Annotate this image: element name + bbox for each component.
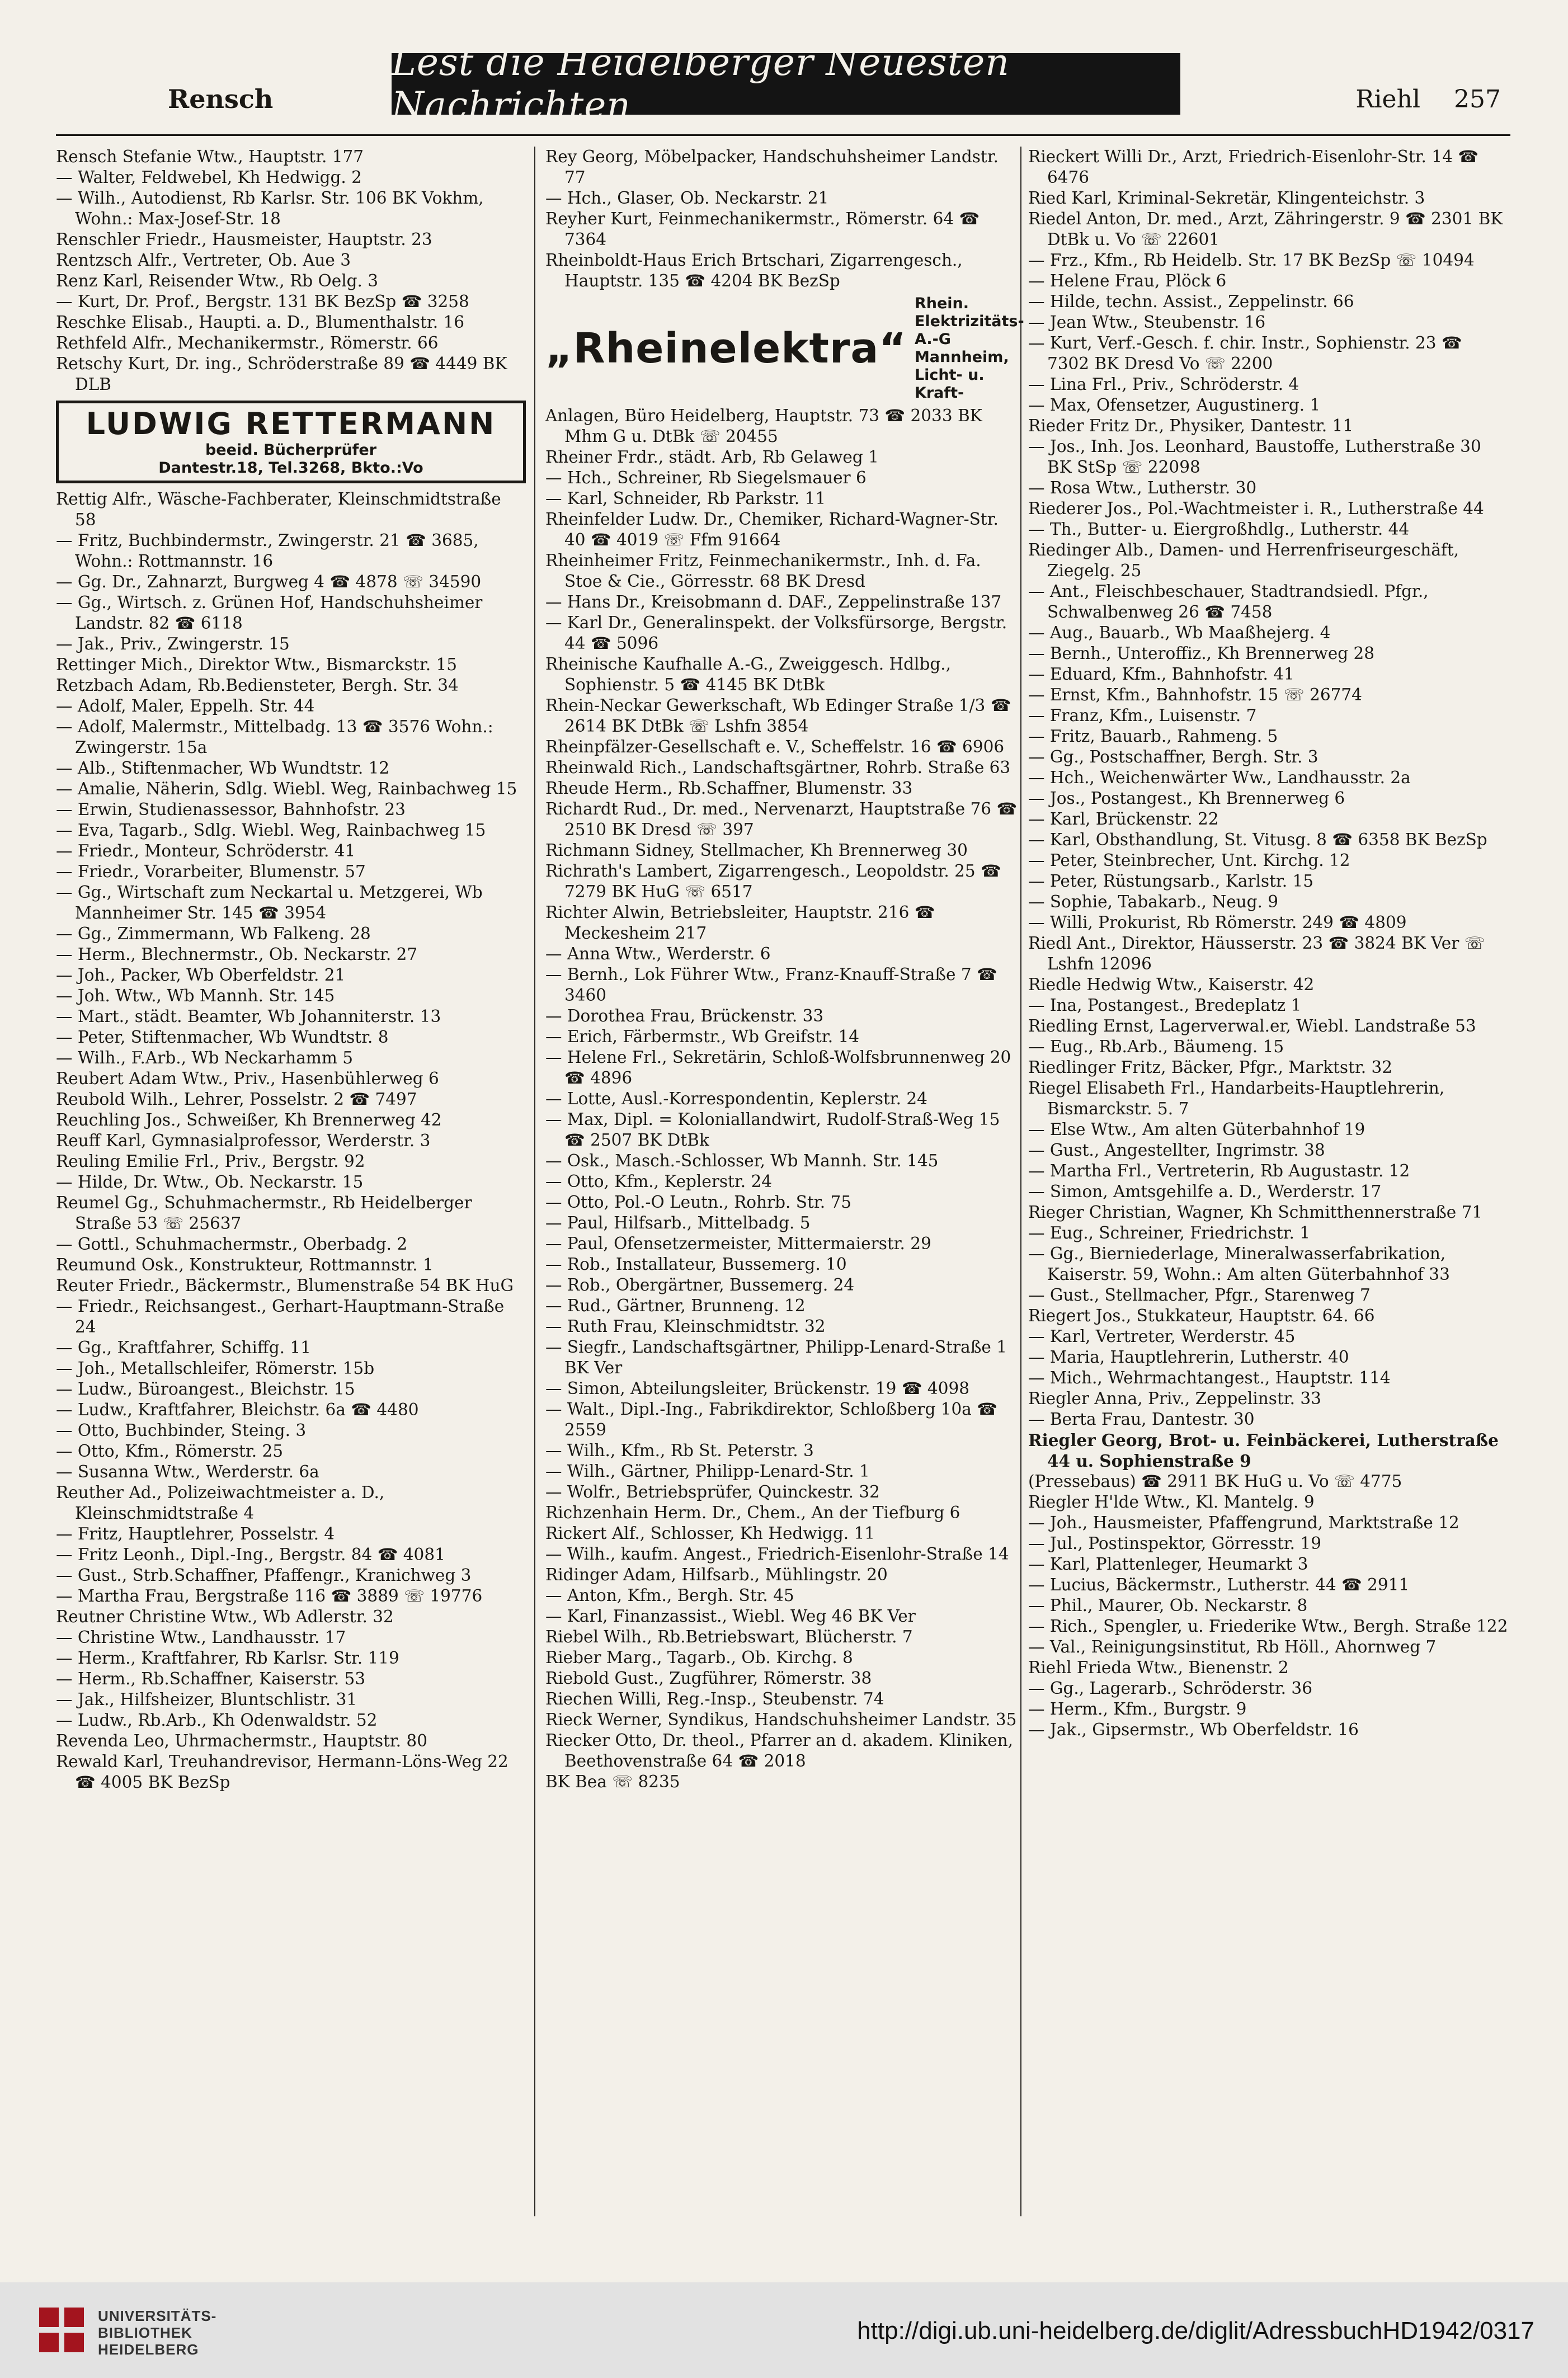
directory-entry: — Rud., Gärtner, Brunneng. 12 xyxy=(545,1296,806,1315)
directory-entry: Rensch Stefanie Wtw., Hauptstr. 177 xyxy=(56,147,364,166)
directory-entry: — Maria, Hauptlehrerin, Lutherstr. 40 xyxy=(1028,1348,1349,1367)
directory-entry: — Max, Ofensetzer, Augustinerg. 1 xyxy=(1028,395,1321,415)
directory-entry: — Lina Frl., Priv., Schröderstr. 4 xyxy=(1028,375,1299,394)
directory-entry: — Rob., Installateur, Bussemerg. 10 xyxy=(545,1255,847,1274)
directory-entry: — Max, Dipl. = Koloniallandwirt, Rudolf-Straß-Weg 15 ☎ 2507 BK DtBk xyxy=(545,1110,1000,1150)
library-name xyxy=(98,2308,216,2358)
directory-entry: — Herm., Kraftfahrer, Rb Karlsr. Str. 119 xyxy=(56,1649,399,1668)
directory-entry: — Gottl., Schuhmachermstr., Oberbadg. 2 xyxy=(56,1235,408,1254)
directory-entry: Reuter Friedr., Bäckermstr., Blumenstraße 54 BK HuG xyxy=(56,1276,514,1295)
directory-entry: Rhein-Neckar Gewerkschaft, Wb Edinger Straße 1/3 ☎ 2614 BK DtBk ☏ Lshfn 3854 xyxy=(545,696,1011,736)
column-2-entries xyxy=(545,406,1018,1792)
directory-entry: — Otto, Buchbinder, Steing. 3 xyxy=(56,1421,307,1440)
ad-text: Rhein. Elektrizitäts- A.-G Mannheim, Licht- u. Kraft- xyxy=(914,295,1024,402)
directory-entry: Riedlinger Fritz, Bäcker, Pfgr., Marktstr. 32 xyxy=(1028,1058,1392,1077)
column-divider xyxy=(1020,147,1021,2216)
directory-entry: — Friedr., Reichsangest., Gerhart-Hauptmann-Straße 24 xyxy=(56,1297,505,1336)
directory-entry: Reubold Wilh., Lehrer, Posselstr. 2 ☎ 7497 xyxy=(56,1090,417,1109)
directory-entry: — Jul., Postinspektor, Görresstr. 19 xyxy=(1028,1534,1321,1553)
footer-bar xyxy=(0,2282,1568,2378)
library-name-line: BIBLIOTHEK xyxy=(98,2324,192,2341)
directory-entry: — Otto, Kfm., Römerstr. 25 xyxy=(56,1442,283,1461)
directory-entry: — Karl, Schneider, Rb Parkstr. 11 xyxy=(545,489,826,508)
directory-entry: Richzenhain Herm. Dr., Chem., An der Tiefburg 6 xyxy=(545,1503,960,1522)
directory-entry: Rettig Alfr., Wäsche-Fachberater, Kleinschmidtstraße 58 xyxy=(56,489,501,529)
directory-entry: — Frz., Kfm., Rb Heidelb. Str. 17 BK BezSp ☏ 10494 xyxy=(1028,251,1475,270)
directory-entry: — Ruth Frau, Kleinschmidtstr. 32 xyxy=(545,1317,826,1336)
directory-entry: — Gust., Strb.Schaffner, Pfaffengr., Kranichweg 3 xyxy=(56,1566,472,1585)
directory-entry: Retschy Kurt, Dr. ing., Schröderstraße 89 ☎ 4449 BK DLB xyxy=(56,354,507,394)
directory-entry: — Dorothea Frau, Brückenstr. 33 xyxy=(545,1006,824,1025)
directory-entry: — Rich., Spengler, u. Friederike Wtw., Bergh. Straße 122 xyxy=(1028,1617,1508,1636)
directory-entry: — Wilh., Kfm., Rb St. Peterstr. 3 xyxy=(545,1441,814,1460)
directory-entry: — Christine Wtw., Landhausstr. 17 xyxy=(56,1628,346,1647)
directory-entry: — Friedr., Vorarbeiter, Blumenstr. 57 xyxy=(56,862,366,881)
directory-entry: — Jak., Gipsermstr., Wb Oberfeldstr. 16 xyxy=(1028,1720,1359,1739)
directory-entry: — Val., Reinigungsinstitut, Rb Höll., Ahornweg 7 xyxy=(1028,1637,1437,1656)
directory-entry: — Herm., Kfm., Burgstr. 9 xyxy=(1028,1699,1247,1718)
directory-entry: Riebold Gust., Zugführer, Römerstr. 38 xyxy=(545,1669,872,1688)
directory-entry: Reuther Ad., Polizeiwachtmeister a. D., Kleinschmidtstraße 4 xyxy=(56,1483,385,1523)
directory-entry: Reumund Osk., Konstrukteur, Rottmannstr. 1 xyxy=(56,1255,434,1274)
directory-entry: — Peter, Steinbrecher, Unt. Kirchg. 12 xyxy=(1028,851,1350,870)
column-3-entries-end xyxy=(1028,1471,1509,1740)
directory-entry: — Karl Dr., Generalinspekt. der Volksfürsorge, Bergstr. 44 ☎ 5096 xyxy=(545,613,1007,653)
directory-entry: — Amalie, Näherin, Sdlg. Wiebl. Weg, Rainbachweg 15 xyxy=(56,779,517,798)
directory-entry: Rieber Marg., Tagarb., Ob. Kirchg. 8 xyxy=(545,1648,853,1667)
directory-entry: — Hch., Weichenwärter Ww., Landhausstr. 2a xyxy=(1028,768,1411,787)
directory-entry: Riedling Ernst, Lagerverwal.er, Wiebl. Landstraße 53 xyxy=(1028,1016,1476,1035)
directory-entry: — Wilh., F.Arb., Wb Neckarhamm 5 xyxy=(56,1048,353,1067)
ad-name: „Rheinelektra“ xyxy=(545,324,907,373)
directory-entry: Richrath's Lambert, Zigarrengesch., Leopoldstr. 25 ☎ 7279 BK HuG ☏ 6517 xyxy=(545,861,1001,901)
directory-entry: — Fritz Leonh., Dipl.-Ing., Bergstr. 84 ☎ 4081 xyxy=(56,1545,445,1564)
directory-entry: — Susanna Wtw., Werderstr. 6a xyxy=(56,1462,319,1481)
directory-entry: — Wilh., kaufm. Angest., Friedrich-Eisenlohr-Straße 14 xyxy=(545,1544,1009,1564)
directory-entry: — Eug., Schreiner, Friedrichstr. 1 xyxy=(1028,1223,1311,1242)
directory-entry: Riegert Jos., Stukkateur, Hauptstr. 64. 66 xyxy=(1028,1306,1375,1325)
directory-entry: — Joh. Wtw., Wb Mannh. Str. 145 xyxy=(56,986,335,1005)
directory-entry: — Ant., Fleischbeschauer, Stadtrandsiedl. Pfgr., Schwalbenweg 26 ☎ 7458 xyxy=(1028,582,1429,621)
directory-entry: — Karl, Plattenleger, Heumarkt 3 xyxy=(1028,1555,1308,1574)
directory-entry: Reuff Karl, Gymnasialprofessor, Werderstr. 3 xyxy=(56,1131,431,1150)
directory-entry: — Karl, Obsthandlung, St. Vitusg. 8 ☎ 6358 BK BezSp xyxy=(1028,830,1487,849)
directory-entry: — Friedr., Monteur, Schröderstr. 41 xyxy=(56,841,356,860)
directory-entry: — Rosa Wtw., Lutherstr. 30 xyxy=(1028,478,1257,497)
directory-entry: — Gg., Postschaffner, Bergh. Str. 3 xyxy=(1028,747,1319,766)
directory-entry: — Eduard, Kfm., Bahnhofstr. 41 xyxy=(1028,665,1294,684)
directory-entry: — Peter, Stiftenmacher, Wb Wundtstr. 8 xyxy=(56,1028,389,1047)
directory-entry: — Wilh., Autodienst, Rb Karlsr. Str. 106 BK Vokhm, Wohn.: Max-Josef-Str. 18 xyxy=(56,189,484,228)
library-name-line: UNIVERSITÄTS- xyxy=(98,2308,217,2324)
directory-entry: — Eva, Tagarb., Sdlg. Wiebl. Weg, Rainbachweg 15 xyxy=(56,821,486,840)
directory-entry: — Jos., Inh. Jos. Leonhard, Baustoffe, Lutherstraße 30 BK StSp ☏ 22098 xyxy=(1028,437,1481,477)
directory-entry: — Hilde, techn. Assist., Zeppelinstr. 66 xyxy=(1028,292,1354,311)
directory-entry: — Wolfr., Betriebsprüfer, Quinckestr. 32 xyxy=(545,1482,880,1501)
directory-entry: Rieder Fritz Dr., Physiker, Dantestr. 11 xyxy=(1028,416,1354,435)
directory-entry: Rickert Alf., Schlosser, Kh Hedwigg. 11 xyxy=(545,1524,875,1543)
directory-entry: — Peter, Rüstungsarb., Karlstr. 15 xyxy=(1028,872,1314,891)
directory-entry: Richmann Sidney, Stellmacher, Kh Brennerweg 30 xyxy=(545,841,968,860)
source-url-link[interactable]: http://digi.ub.uni-heidelberg.de/diglit/AdressbuchHD1942/0317 xyxy=(857,2317,1534,2344)
directory-entry: — Jak., Priv., Zwingerstr. 15 xyxy=(56,634,290,653)
directory-entry: Riechen Willi, Reg.-Insp., Steubenstr. 74 xyxy=(545,1689,884,1708)
directory-entry: — Joh., Packer, Wb Oberfeldstr. 21 xyxy=(56,966,346,985)
directory-entry: — Adolf, Maler, Eppelh. Str. 44 xyxy=(56,696,315,715)
directory-entry: Rewald Karl, Treuhandrevisor, Hermann-Löns-Weg 22 ☎ 4005 BK BezSp xyxy=(56,1752,508,1792)
directory-entry: — Hilde, Dr. Wtw., Ob. Neckarstr. 15 xyxy=(56,1172,364,1192)
directory-entry: Rheude Herm., Rb.Schaffner, Blumenstr. 33 xyxy=(545,779,913,798)
directory-entry: Reumel Gg., Schuhmachermstr., Rb Heidelberger Straße 53 ☏ 25637 xyxy=(56,1193,472,1233)
directory-entry: — Ludw., Kraftfahrer, Bleichstr. 6a ☎ 4480 xyxy=(56,1400,419,1419)
directory-entry: Rheinheimer Fritz, Feinmechanikermstr., Inh. d. Fa. Stoe & Cie., Görresstr. 68 BK Dresd xyxy=(545,551,981,591)
directory-entry: — Th., Butter- u. Eiergroßhdlg., Lutherstr. 44 xyxy=(1028,520,1410,539)
directory-entry: Reuchling Jos., Schweißer, Kh Brennerweg 42 xyxy=(56,1110,442,1129)
directory-entry: Riegel Elisabeth Frl., Handarbeits-Hauptlehrerin, Bismarckstr. 5. 7 xyxy=(1028,1079,1445,1118)
directory-entry: Reyher Kurt, Feinmechanikermstr., Römerstr. 64 ☎ 7364 xyxy=(545,209,980,249)
directory-entry: — Berta Frau, Dantestr. 30 xyxy=(1028,1410,1255,1429)
directory-entry: — Ernst, Kfm., Bahnhofstr. 15 ☏ 26774 xyxy=(1028,685,1362,704)
directory-entry: Ridinger Adam, Hilfsarb., Mühlingstr. 20 xyxy=(545,1565,888,1584)
directory-entry: — Paul, Hilfsarb., Mittelbadg. 5 xyxy=(545,1213,811,1232)
directory-entry: Renschler Friedr., Hausmeister, Hauptstr. 23 xyxy=(56,230,432,249)
directory-entry: Riedl Ant., Direktor, Häusserstr. 23 ☎ 3824 BK Ver ☏ Lshfn 12096 xyxy=(1028,934,1485,973)
directory-entry: — Martha Frl., Vertreterin, Rb Augustastr. 12 xyxy=(1028,1161,1410,1180)
directory-entry: — Joh., Metallschleifer, Römerstr. 15b xyxy=(56,1359,375,1378)
directory-entry: — Kurt, Verf.-Gesch. f. chir. Instr., Sophienstr. 23 ☎ 7302 BK Dresd Vo ☏ 2200 xyxy=(1028,333,1462,373)
directory-entry: Rheinpfälzer-Gesellschaft e. V., Scheffelstr. 16 ☎ 6906 xyxy=(545,737,1005,756)
directory-entry: — Herm., Blechnermstr., Ob. Neckarstr. 27 xyxy=(56,945,418,964)
directory-entry: — Simon, Abteilungsleiter, Brückenstr. 19 ☎ 4098 xyxy=(545,1379,970,1398)
directory-entry: — Ludw., Büroangest., Bleichstr. 15 xyxy=(56,1379,355,1398)
directory-entry: — Franz, Kfm., Luisenstr. 7 xyxy=(1028,706,1257,725)
bold-entry: Riegler Georg, Brot- u. Feinbäckerei, Lutherstraße 44 u. Sophienstraße 9 xyxy=(1028,1430,1499,1471)
directory-entry: Riebel Wilh., Rb.Betriebswart, Blücherstr. 7 xyxy=(545,1627,913,1646)
directory-entry: — Lucius, Bäckermstr., Lutherstr. 44 ☎ 2911 xyxy=(1028,1575,1410,1594)
header-right xyxy=(1355,85,1501,114)
directory-entry: — Gust., Stellmacher, Pfgr., Starenweg 7 xyxy=(1028,1285,1371,1305)
directory-entry: Renz Karl, Reisender Wtw., Rb Oelg. 3 xyxy=(56,271,379,290)
directory-entry: Rieckert Willi Dr., Arzt, Friedrich-Eisenlohr-Str. 14 ☎ 6476 xyxy=(1028,147,1478,187)
directory-entry: — Osk., Masch.-Schlosser, Wb Mannh. Str. 145 xyxy=(545,1151,939,1170)
directory-entry: — Eug., Rb.Arb., Bäumeng. 15 xyxy=(1028,1037,1284,1056)
directory-entry: — Ina, Postangest., Bredeplatz 1 xyxy=(1028,996,1302,1015)
directory-entry: — Alb., Stiftenmacher, Wb Wundtstr. 12 xyxy=(56,759,390,778)
directory-entry: Rettinger Mich., Direktor Wtw., Bismarckstr. 15 xyxy=(56,655,458,674)
directory-entry: — Gust., Angestellter, Ingrimstr. 38 xyxy=(1028,1141,1325,1160)
directory-entry: — Herm., Rb.Schaffner, Kaiserstr. 53 xyxy=(56,1669,365,1688)
directory-entry: — Gg. Dr., Zahnarzt, Burgweg 4 ☎ 4878 ☏ 34590 xyxy=(56,572,482,591)
directory-entry: Rheinische Kaufhalle A.-G., Zweiggesch. Hdlbg., Sophienstr. 5 ☎ 4145 BK DtBk xyxy=(545,654,952,694)
directory-entry: — Helene Frau, Plöck 6 xyxy=(1028,271,1227,290)
header-right-keyword: Riehl xyxy=(1355,85,1421,114)
directory-entry: — Jos., Postangest., Kh Brennerweg 6 xyxy=(1028,789,1345,808)
directory-entry: — Gg., Kraftfahrer, Schiffg. 11 xyxy=(56,1338,311,1357)
directory-entry: — Bernh., Unteroffiz., Kh Brennerweg 28 xyxy=(1028,644,1375,663)
directory-entry: Riedinger Alb., Damen- und Herrenfriseurgeschäft, Ziegelg. 25 xyxy=(1028,540,1459,580)
directory-entry: — Mich., Wehrmachtangest., Hauptstr. 114 xyxy=(1028,1368,1391,1387)
directory-entry: Rieck Werner, Syndikus, Handschuhsheimer Landstr. 35 xyxy=(545,1710,1017,1729)
directory-entry: — Siegfr., Landschaftsgärtner, Philipp-Lenard-Straße 1 BK Ver xyxy=(545,1338,1007,1377)
directory-entry: — Sophie, Tabakarb., Neug. 9 xyxy=(1028,892,1279,911)
rettermann-advertisement xyxy=(56,401,526,483)
directory-entry: — Walter, Feldwebel, Kh Hedwigg. 2 xyxy=(56,168,362,187)
directory-entry: — Simon, Amtsgehilfe a. D., Werderstr. 17 xyxy=(1028,1182,1382,1201)
directory-entry: — Karl, Brückenstr. 22 xyxy=(1028,809,1219,828)
directory-entry: Richardt Rud., Dr. med., Nervenarzt, Hauptstraße 76 ☎ 2510 BK Dresd ☏ 397 xyxy=(545,799,1018,839)
directory-entry: — Fritz, Hauptlehrer, Posselstr. 4 xyxy=(56,1524,335,1543)
column-3-entries xyxy=(1028,147,1509,1430)
directory-entry: — Phil., Maurer, Ob. Neckarstr. 8 xyxy=(1028,1596,1308,1615)
newspaper-banner: Lest die Heidelberger Neuesten Nachrichten xyxy=(392,53,1180,115)
directory-entry: Rieger Christian, Wagner, Kh Schmitthennerstraße 71 xyxy=(1028,1203,1483,1222)
directory-entry: — Hans Dr., Kreisobmann d. DAF., Zeppelinstraße 137 xyxy=(545,592,1002,611)
directory-entry: — Lotte, Ausl.-Korrespondentin, Keplerstr. 24 xyxy=(545,1089,927,1108)
directory-entry: — Otto, Kfm., Keplerstr. 24 xyxy=(545,1172,773,1191)
directory-entry: — Paul, Ofensetzermeister, Mittermaierstr. 29 xyxy=(545,1234,931,1253)
directory-entry: Revenda Leo, Uhrmachermstr., Hauptstr. 80 xyxy=(56,1731,427,1750)
directory-entry: Reuling Emilie Frl., Priv., Bergstr. 92 xyxy=(56,1152,365,1171)
directory-entry: Riederer Jos., Pol.-Wachtmeister i. R., Lutherstraße 44 xyxy=(1028,499,1484,518)
directory-entry: Retzbach Adam, Rb.Bediensteter, Bergh. Str. 34 xyxy=(56,676,459,695)
column-1-entries-top xyxy=(56,147,526,395)
directory-entry: Rheinfelder Ludw. Dr., Chemiker, Richard-Wagner-Str. 40 ☎ 4019 ☏ Ffm 91664 xyxy=(545,510,999,549)
directory-entry: — Wilh., Gärtner, Philipp-Lenard-Str. 1 xyxy=(545,1462,870,1481)
directory-entry: — Erich, Färbermstr., Wb Greifstr. 14 xyxy=(545,1027,859,1046)
directory-entry: — Anton, Kfm., Bergh. Str. 45 xyxy=(545,1586,794,1605)
directory-entry: — Gg., Wirtschaft zum Neckartal u. Metzgerei, Wb Mannheimer Str. 145 ☎ 3954 xyxy=(56,883,483,922)
header-left-keyword: Rensch xyxy=(168,84,274,114)
directory-entry: Riehl Frieda Wtw., Bienenstr. 2 xyxy=(1028,1658,1289,1677)
header-rule xyxy=(56,134,1510,136)
directory-entry: Anlagen, Büro Heidelberg, Hauptstr. 73 ☎ 2033 BK Mhm G u. DtBk ☏ 20455 xyxy=(545,406,982,446)
directory-entry: Rheinwald Rich., Landschaftsgärtner, Rohrb. Straße 63 xyxy=(545,758,1011,777)
directory-entry: Riegler Anna, Priv., Zeppelinstr. 33 xyxy=(1028,1389,1321,1408)
directory-entry: — Gg., Bierniederlage, Mineralwasserfabrikation, Kaiserstr. 59, Wohn.: Am alten Güterbahnhof 33 xyxy=(1028,1244,1450,1284)
directory-entry: Riedel Anton, Dr. med., Arzt, Zähringerstr. 9 ☎ 2301 BK DtBk u. Vo ☏ 22601 xyxy=(1028,209,1503,249)
directory-entry: (Pressebaus) ☎ 2911 BK HuG u. Vo ☏ 4775 xyxy=(1028,1472,1402,1491)
directory-entry: — Else Wtw., Am alten Güterbahnhof 19 xyxy=(1028,1120,1365,1139)
directory-entry: — Erwin, Studienassessor, Bahnhofstr. 23 xyxy=(56,800,406,819)
column-3 xyxy=(1028,147,1509,1740)
directory-entry: — Mart., städt. Beamter, Wb Johanniterstr. 13 xyxy=(56,1007,441,1026)
ad-name: LUDWIG RETTERMANN xyxy=(86,406,496,441)
directory-entry: Riegler H'lde Wtw., Kl. Mantelg. 9 xyxy=(1028,1492,1315,1511)
directory-entry: — Aug., Bauarb., Wb Maaßhejerg. 4 xyxy=(1028,623,1331,642)
column-1 xyxy=(56,147,526,1793)
directory-entry: Rentzsch Alfr., Vertreter, Ob. Aue 3 xyxy=(56,251,351,270)
university-library-logo-icon xyxy=(34,2302,90,2358)
directory-entry: — Gg., Wirtsch. z. Grünen Hof, Handschuhsheimer Landstr. 82 ☎ 6118 xyxy=(56,593,483,633)
directory-entry: Reutner Christine Wtw., Wb Adlerstr. 32 xyxy=(56,1607,394,1626)
directory-entry: Rethfeld Alfr., Mechanikermstr., Römerstr. 66 xyxy=(56,333,439,352)
directory-entry: — Ludw., Rb.Arb., Kh Odenwaldstr. 52 xyxy=(56,1711,378,1730)
directory-entry: — Adolf, Malermstr., Mittelbadg. 13 ☎ 3576 Wohn.: Zwingerstr. 15a xyxy=(56,717,493,757)
directory-entry: — Fritz, Bauarb., Rahmeng. 5 xyxy=(1028,727,1278,746)
directory-entry: Ried Karl, Kriminal-Sekretär, Klingenteichstr. 3 xyxy=(1028,189,1425,208)
directory-entry: — Walt., Dipl.-Ing., Fabrikdirektor, Schloßberg 10a ☎ 2559 xyxy=(545,1400,997,1439)
column-1-entries xyxy=(56,489,526,1793)
column-divider xyxy=(534,147,535,2216)
directory-entry: — Jean Wtw., Steubenstr. 16 xyxy=(1028,313,1266,332)
directory-entry: — Rob., Obergärtner, Bussemerg. 24 xyxy=(545,1275,855,1294)
directory-entry: BK Bea ☏ 8235 xyxy=(545,1772,680,1791)
directory-entry: Rheiner Frdr., städt. Arb, Rb Gelaweg 1 xyxy=(545,448,879,467)
directory-entry: — Otto, Pol.-O Leutn., Rohrb. Str. 75 xyxy=(545,1193,852,1212)
directory-entry: — Willi, Prokurist, Rb Römerstr. 249 ☎ 4809 xyxy=(1028,913,1407,932)
directory-entry: — Gg., Zimmermann, Wb Falkeng. 28 xyxy=(56,924,371,943)
directory-entry: — Hch., Schreiner, Rb Siegelsmauer 6 xyxy=(545,468,867,487)
directory-entry: Richter Alwin, Betriebsleiter, Hauptstr. 216 ☎ Meckesheim 217 xyxy=(545,903,935,943)
ad-line: Dantestr.18, Tel.3268, Bkto.:Vo xyxy=(158,459,423,477)
directory-entry: Reubert Adam Wtw., Priv., Hasenbühlerweg 6 xyxy=(56,1069,439,1088)
directory-entry: — Jak., Hilfsheizer, Bluntschlistr. 31 xyxy=(56,1690,357,1709)
directory-entry: — Anna Wtw., Werderstr. 6 xyxy=(545,944,771,963)
ad-line: beeid. Bücherprüfer xyxy=(205,441,377,459)
directory-entry: Rheinboldt-Haus Erich Brtschari, Zigarrengesch., Hauptstr. 135 ☎ 4204 BK BezSp xyxy=(545,251,963,290)
directory-entry: — Joh., Hausmeister, Pfaffengrund, Marktstraße 12 xyxy=(1028,1513,1459,1532)
library-name-line: HEIDELBERG xyxy=(98,2341,199,2358)
directory-entry: — Bernh., Lok Führer Wtw., Franz-Knauff-Straße 7 ☎ 3460 xyxy=(545,965,997,1005)
directory-entry: Rey Georg, Möbelpacker, Handschuhsheimer Landstr. 77 xyxy=(545,147,999,187)
directory-entry: — Karl, Finanzassist., Wiebl. Weg 46 BK Ver xyxy=(545,1607,916,1626)
rheinelektra-advertisement xyxy=(545,295,1024,402)
directory-entry: — Helene Frl., Sekretärin, Schloß-Wolfsbrunnenweg 20 ☎ 4896 xyxy=(545,1048,1011,1087)
directory-entry: Riedle Hedwig Wtw., Kaiserstr. 42 xyxy=(1028,975,1315,994)
directory-entry: — Hch., Glaser, Ob. Neckarstr. 21 xyxy=(545,189,829,208)
column-2 xyxy=(545,147,1024,1792)
directory-entry: — Karl, Vertreter, Werderstr. 45 xyxy=(1028,1327,1296,1346)
column-2-entries-top xyxy=(545,147,1018,291)
page-number: 257 xyxy=(1454,85,1501,114)
directory-entry: — Martha Frau, Bergstraße 116 ☎ 3889 ☏ 19776 xyxy=(56,1586,483,1605)
directory-entry: — Gg., Lagerarb., Schröderstr. 36 xyxy=(1028,1679,1312,1698)
directory-entry: Reschke Elisab., Haupti. a. D., Blumenthalstr. 16 xyxy=(56,313,465,332)
directory-entry: — Fritz, Buchbindermstr., Zwingerstr. 21 ☎ 3685, Wohn.: Rottmannstr. 16 xyxy=(56,531,479,571)
directory-entry: Riecker Otto, Dr. theol., Pfarrer an d. akadem. Kliniken, Beethovenstraße 64 ☎ 2018 xyxy=(545,1731,1014,1770)
directory-entry: — Kurt, Dr. Prof., Bergstr. 131 BK BezSp ☎ 3258 xyxy=(56,292,469,311)
